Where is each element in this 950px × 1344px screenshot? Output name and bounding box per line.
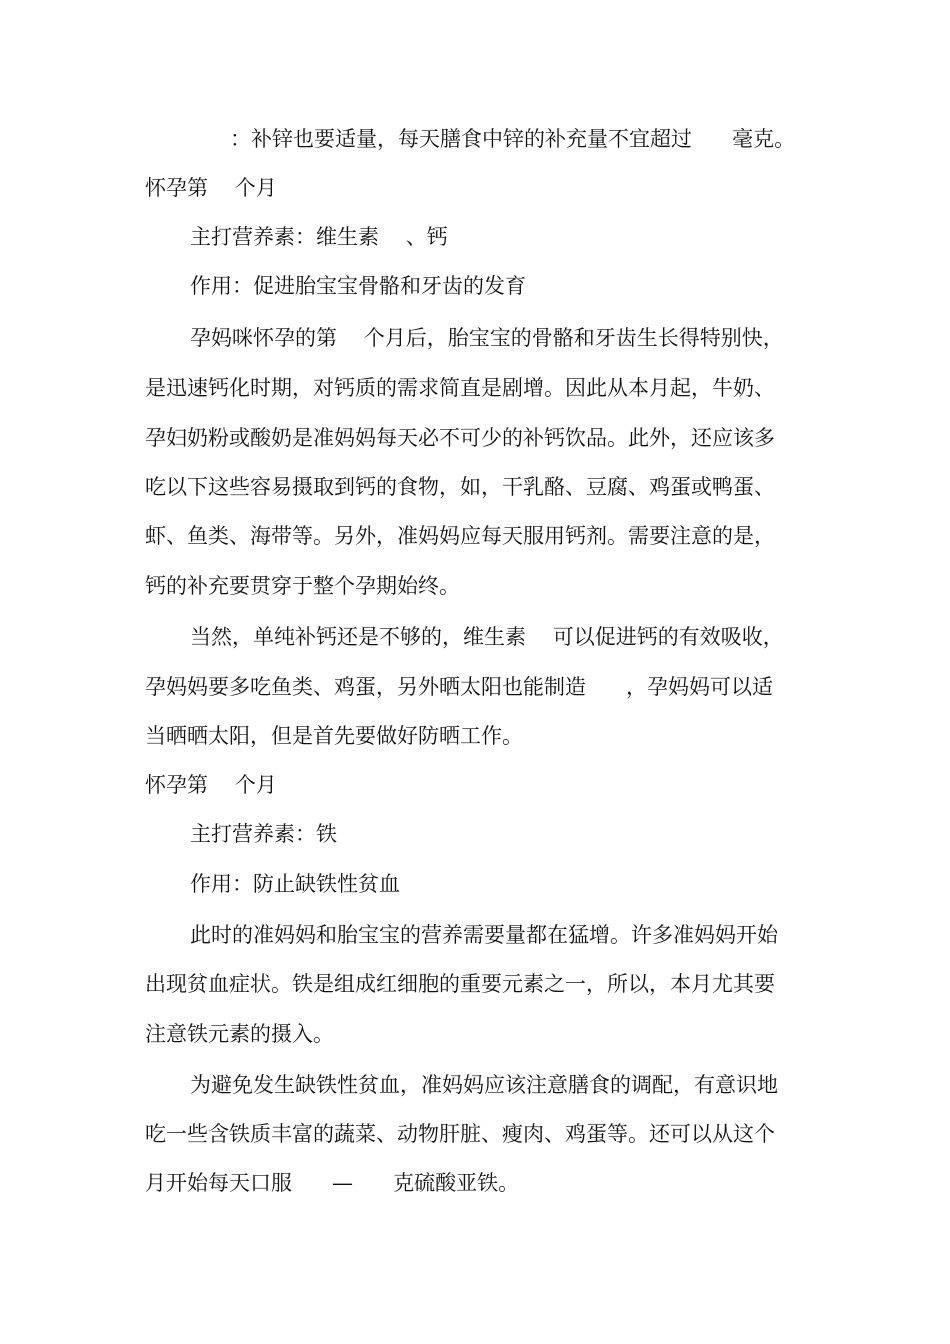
paragraph-line: 此时的准妈妈和胎宝宝的营养需要量都在猛增。许多准妈妈开始 [190, 923, 778, 947]
text-line: ：补锌也要适量，每天膳食中锌的补充量不宜超过 毫克。 [190, 127, 796, 151]
effect-label: 作用：防止缺铁性贫血 [190, 872, 400, 896]
effect-label: 作用：促进胎宝宝骨骼和牙齿的发育 [190, 274, 526, 298]
section-heading: 怀孕第 个月 [145, 773, 277, 797]
paragraph-line: 吃以下这些容易摄取到钙的食物，如，干乳酪、豆腐、鸡蛋或鸭蛋、 [145, 475, 775, 499]
paragraph-line: 出现贫血症状。铁是组成红细胞的重要元素之一，所以，本月尤其要 [145, 972, 775, 996]
section-heading: 怀孕第 个月 [145, 176, 277, 200]
paragraph-line: 孕妇奶粉或酸奶是准妈妈每天必不可少的补钙饮品。此外，还应该多 [145, 426, 775, 450]
paragraph-line: 当晒晒太阳，但是首先要做好防晒工作。 [145, 724, 523, 748]
paragraph-line: 吃一些含铁质丰富的蔬菜、动物肝脏、瘦肉、鸡蛋等。还可以从这个 [145, 1122, 775, 1146]
paragraph-line: 是迅速钙化时期，对钙质的需求简直是剧增。因此从本月起，牛奶、 [145, 376, 775, 400]
nutrient-label: 主打营养素：维生素 、钙 [190, 225, 448, 249]
paragraph-line: 当然，单纯补钙还是不够的，维生素 可以促进钙的有效吸收， [190, 625, 784, 649]
paragraph-line: 孕妈妈要多吃鱼类、鸡蛋，另外晒太阳也能制造 ，孕妈妈可以适 [145, 675, 774, 699]
paragraph-line: 为避免发生缺铁性贫血，准妈妈应该注意膳食的调配，有意识地 [190, 1073, 778, 1097]
paragraph-line: 注意铁元素的摄入。 [145, 1022, 334, 1046]
paragraph-line: 孕妈咪怀孕的第 个月后，胎宝宝的骨骼和牙齿生长得特别快， [190, 326, 784, 350]
paragraph-line: 月开始每天口服 — 克硫酸亚铁。 [145, 1171, 520, 1195]
paragraph-line: 钙的补充要贯穿于整个孕期始终。 [145, 574, 460, 598]
nutrient-label: 主打营养素：铁 [190, 822, 337, 846]
paragraph-line: 虾、鱼类、海带等。另外，准妈妈应每天服用钙剂。需要注意的是， [145, 524, 775, 548]
